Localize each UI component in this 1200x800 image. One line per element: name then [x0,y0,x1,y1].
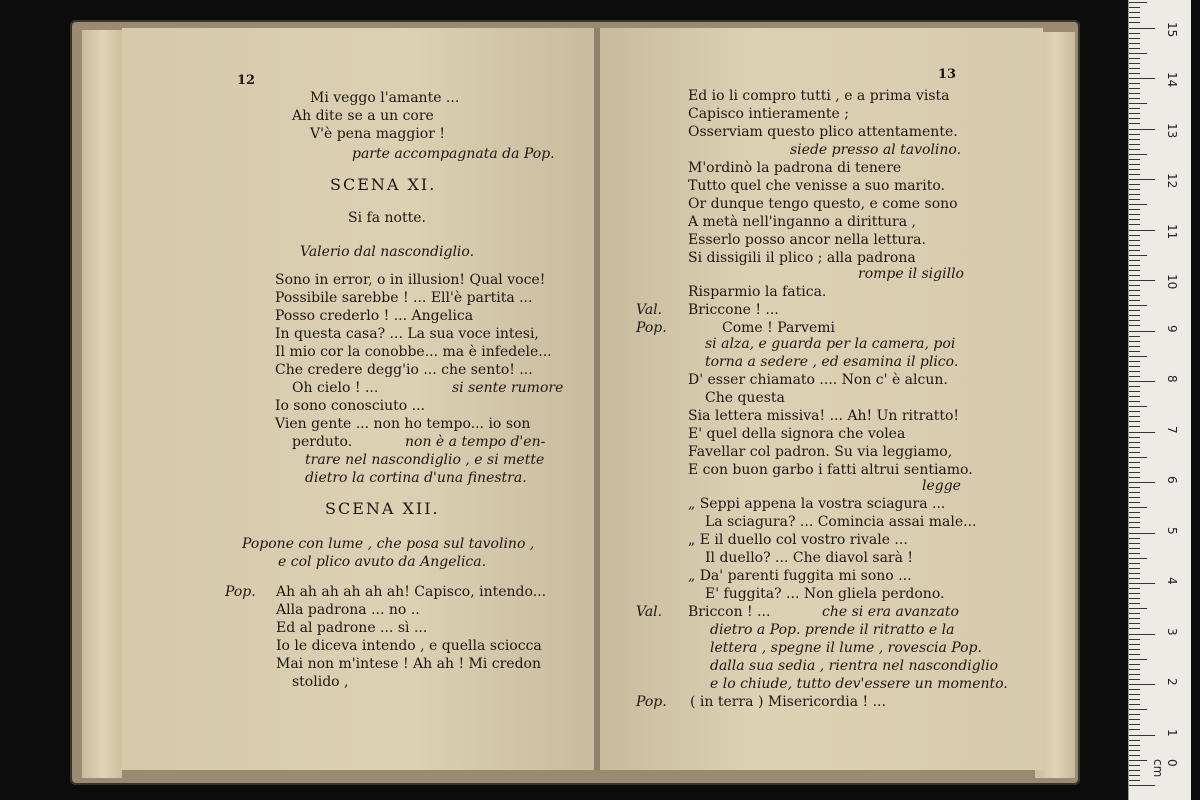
ruler-tick [1129,396,1140,397]
ruler-tick [1129,184,1140,185]
ruler-tick [1129,487,1140,488]
ruler-tick [1129,482,1155,483]
ruler-tick [1129,33,1140,34]
text-line: „ Seppi appena la vostra sciagura ... [688,496,946,512]
ruler-tick [1129,48,1140,49]
ruler-label: 2 [1165,678,1179,686]
ruler-tick [1129,78,1155,79]
ruler-tick [1129,527,1140,528]
text-line: Alla padrona ... no .. [276,602,420,618]
text-line: legge [922,478,961,494]
right-page-number: 13 [938,67,957,82]
ruler-tick [1129,305,1147,306]
text-line: rompe il sigillo [858,266,964,282]
ruler-tick [1129,113,1140,114]
ruler-tick [1129,346,1140,347]
ruler-tick [1129,755,1140,756]
ruler-tick [1129,760,1147,761]
ruler-label: 9 [1165,324,1179,333]
ruler-tick [1129,522,1140,523]
ruler-tick [1129,411,1140,412]
ruler-tick [1129,598,1140,599]
text-line: Sono in error, o in illusion! Qual voce! [275,272,546,288]
text-line: D' esser chiamato .... Non c' è alcun. [688,372,948,388]
ruler-tick [1129,270,1140,271]
text-line: dietro la cortina d'una finestra. [305,470,527,486]
ruler-label: 4 [1165,577,1179,585]
ruler-tick [1129,442,1140,443]
text-line: Favellar col padron. Su via leggiamo, [688,444,953,460]
text-line: Io sono conosciuto ... [275,398,426,414]
ruler-tick [1129,750,1140,751]
text-line: Il duello? ... Che diavol sarà ! [705,550,914,566]
text-line: Osserviam questo plico attentamente. [688,124,958,140]
text-line: La sciagura? ... Comincia assai male... [705,514,977,530]
ruler-tick [1129,477,1140,478]
ruler-tick [1129,386,1140,387]
ruler-tick [1129,507,1147,508]
ruler-tick [1129,729,1140,730]
text-line: torna a sedere , ed esamina il plico. [705,354,959,370]
ruler-tick [1129,219,1140,220]
ruler-tick [1129,699,1140,700]
text-line: A metà nell'inganno a dirittura , [688,214,916,230]
ruler-tick [1129,371,1140,372]
ruler-label: 12 [1165,173,1179,189]
text-line: Si dissigili il plico ; alla padrona [688,250,916,266]
text-line: Si fa notte. [348,210,426,226]
ruler-tick [1129,538,1140,539]
ruler-tick [1129,12,1140,13]
text-line: dietro a Pop. prende il ritratto e la [710,622,955,638]
ruler-tick [1129,22,1140,23]
text-line: Oh cielo ! ... [292,380,379,396]
ruler-tick [1129,235,1140,236]
ruler-tick [1129,492,1140,493]
ruler-tick [1129,255,1147,256]
ruler-tick [1129,83,1140,84]
ruler-tick [1129,58,1140,59]
ruler-tick [1129,437,1140,438]
ruler-tick [1129,684,1155,685]
text-line: Sia lettera missiva! ... Ah! Un ritratto! [688,408,959,424]
ruler-tick [1129,280,1155,281]
text-line: Io le diceva intendo , e quella sciocca [276,638,542,654]
ruler-tick [1129,704,1140,705]
ruler-tick [1129,472,1140,473]
text-line: Or dunque tengo questo, e come sono [688,196,958,212]
text-line: lettera , spegne il lume , rovescia Pop. [710,640,982,656]
ruler-tick [1129,68,1140,69]
ruler-tick [1129,674,1140,675]
ruler-tick [1129,563,1140,564]
ruler-tick [1129,608,1147,609]
speaker-label: Pop. [636,320,667,336]
text-line: Ah dite se a un core [292,108,434,124]
text-line: Popone con lume , che posa sul tavolino , [242,536,535,552]
text-line: Esserlo posso ancor nella lettura. [688,232,926,248]
ruler-tick [1129,310,1140,311]
ruler-tick [1129,623,1140,624]
ruler-tick [1129,325,1140,326]
ruler-tick [1129,265,1140,266]
ruler-tick [1129,103,1147,104]
ruler-tick [1129,356,1147,357]
ruler-tick [1129,780,1140,781]
ruler-tick [1129,416,1140,417]
text-line: Mi veggo l'amante ... [310,90,460,106]
ruler-tick [1129,179,1155,180]
ruler-tick [1129,366,1140,367]
ruler-tick [1129,361,1140,362]
ruler-tick [1129,694,1140,695]
ruler-tick [1129,649,1140,650]
text-line: Briccone ! ... [688,302,779,318]
ruler-tick [1129,224,1140,225]
ruler-tick [1129,351,1140,352]
text-line: stolido , [292,674,349,690]
ruler-tick [1129,583,1155,584]
ruler-tick [1129,603,1140,604]
ruler-tick [1129,735,1155,736]
ruler-tick [1129,714,1140,715]
text-line: perduto. [292,434,353,450]
ruler-tick [1129,174,1140,175]
ruler-tick [1129,230,1155,231]
ruler-tick [1129,639,1140,640]
ruler-tick [1129,169,1140,170]
text-line: Posso crederlo ! ... Angelica [275,308,474,324]
ruler-tick [1129,452,1140,453]
ruler-tick [1129,53,1147,54]
ruler-tick [1129,679,1140,680]
ruler-tick [1129,250,1140,251]
ruler-tick [1129,123,1140,124]
ruler-tick [1129,573,1140,574]
text-line: e lo chiude, tutto dev'essere un momento. [710,676,1008,692]
ruler-tick [1129,381,1155,382]
ruler-tick [1129,159,1140,160]
ruler-tick [1129,43,1140,44]
ruler-tick [1129,421,1140,422]
ruler-tick [1129,588,1140,589]
ruler-tick [1129,275,1140,276]
text-line: Come ! Parvemi [722,320,836,336]
ruler-tick [1129,391,1140,392]
text-line: Capisco intieramente ; [688,106,849,122]
text-line: „ E il duello col vostro rivale ... [688,532,908,548]
text-line: siede presso al tavolino. [790,142,962,158]
ruler-label: 3 [1165,627,1179,636]
ruler-tick [1129,634,1155,635]
text-line: Valerio dal nascondiglio. [300,244,475,260]
ruler-tick [1129,240,1140,241]
ruler-label: 6 [1165,476,1179,484]
ruler-tick [1129,341,1140,342]
text-line: Possibile sarebbe ! ... Ell'è partita ... [275,290,533,306]
ruler-tick [1129,457,1147,458]
ruler-tick [1129,144,1140,145]
measurement-ruler [1128,0,1191,800]
ruler-tick [1129,543,1140,544]
ruler-tick [1129,295,1140,296]
ruler-tick [1129,462,1140,463]
ruler-tick [1129,199,1140,200]
text-line: Ah ah ah ah ah ah! Capisco, intendo... [276,584,547,600]
ruler-tick [1129,285,1140,286]
ruler-tick [1129,659,1147,660]
text-line: V'è pena maggior ! [310,126,445,142]
ruler-tick [1129,432,1155,433]
ruler-label: 5 [1165,526,1179,535]
speaker-label: Pop. [225,584,256,600]
text-line: dalla sua sedia , rientra nel nascondiglio [710,658,999,674]
ruler-tick [1129,568,1140,569]
ruler-tick [1129,593,1140,594]
text-line: SCENA XI. [330,175,437,194]
ruler-tick [1129,644,1140,645]
speaker-label: Pop. [636,694,667,710]
ruler-tick [1129,245,1140,246]
ruler-tick [1129,512,1140,513]
ruler-tick [1129,745,1140,746]
ruler-tick [1129,654,1140,655]
speaker-label: Val. [636,604,663,620]
ruler-tick [1129,93,1140,94]
ruler-label: 7 [1165,425,1179,434]
ruler-tick [1129,320,1140,321]
text-line: si sente rumore [452,380,564,396]
ruler-tick [1129,204,1147,205]
ruler-tick [1129,740,1140,741]
ruler-tick [1129,154,1147,155]
text-line: Ed al padrone ... sì ... [276,620,428,636]
text-line: Risparmio la fatica. [688,284,827,300]
ruler-tick [1129,2,1147,3]
ruler-tick [1129,401,1140,402]
text-line: E con buon garbo i fatti altrui sentiamo. [688,462,973,478]
ruler-tick [1129,553,1140,554]
ruler-tick [1129,406,1147,407]
text-line: Briccon ! ... [688,604,771,620]
ruler-tick [1129,331,1155,332]
ruler-tick [1129,628,1140,629]
ruler-tick [1129,558,1147,559]
ruler-tick [1129,214,1140,215]
ruler-tick [1129,497,1140,498]
text-line: „ Da' parenti fuggita mi sono ... [688,568,912,584]
book-gutter [594,28,600,770]
ruler-tick [1129,108,1140,109]
text-line: Mai non m'intese ! Ah ah ! Mi credon [276,656,542,672]
ruler-tick [1129,689,1140,690]
ruler-label: 0 cm [1151,759,1179,778]
ruler-tick [1129,426,1140,427]
text-line: In questa casa? ... La sua voce intesi, [275,326,539,342]
text-line: trare nel nascondiglio , e si mette [305,452,545,468]
ruler-label: 1 [1165,728,1179,737]
text-line: si alza, e guarda per la camera, poi [705,336,956,352]
ruler-tick [1129,724,1140,725]
ruler-tick [1129,376,1140,377]
ruler-tick [1129,618,1140,619]
ruler-tick [1129,502,1140,503]
ruler-tick [1129,533,1155,534]
text-line: Che credere degg'io ... che sento! ... [275,362,533,378]
text-line: ( in terra ) Misericordia ! ... [690,694,886,710]
ruler-tick [1129,38,1140,39]
ruler-tick [1129,149,1140,150]
text-line: che si era avanzato [822,604,959,620]
ruler-tick [1129,548,1140,549]
ruler-tick [1129,578,1140,579]
speaker-label: Val. [636,302,663,318]
text-line: E' fuggita? ... Non gliela perdono. [705,586,945,602]
ruler-tick [1129,300,1140,301]
text-line: Che questa [705,390,785,406]
ruler-tick [1129,63,1140,64]
ruler-tick [1129,770,1140,771]
ruler-tick [1129,73,1140,74]
text-line: Il mio cor la conobbe... ma è infedele... [275,344,552,360]
ruler-tick [1129,613,1140,614]
text-line: Vien gente ... non ho tempo... io son [275,416,531,432]
text-line: M'ordinò la padrona di tenere [688,160,902,176]
ruler-tick [1129,164,1140,165]
ruler-tick [1129,88,1140,89]
ruler-tick [1129,194,1140,195]
ruler-tick [1129,447,1140,448]
ruler-label: 13 [1165,122,1179,138]
ruler-tick [1129,664,1140,665]
ruler-tick [1129,260,1140,261]
text-line: SCENA XII. [325,499,440,518]
ruler-label: 10 [1165,274,1179,290]
text-line: Ed io li compro tutti , e a prima vista [688,88,950,104]
ruler-tick [1129,709,1147,710]
ruler-tick [1129,118,1140,119]
text-line: E' quel della signora che volea [688,426,906,442]
ruler-tick [1129,290,1140,291]
ruler-tick [1129,467,1140,468]
ruler-tick [1129,785,1155,786]
ruler-tick [1129,315,1140,316]
ruler-tick [1129,189,1140,190]
ruler-tick [1129,209,1140,210]
ruler-tick [1129,765,1140,766]
text-line: Tutto quel che venisse a suo marito. [688,178,945,194]
ruler-tick [1129,134,1140,135]
ruler-tick [1129,17,1140,18]
ruler-tick [1129,129,1155,130]
ruler-tick [1129,336,1140,337]
page-edges-left [82,30,122,778]
ruler-tick [1129,775,1140,776]
ruler-tick [1129,517,1140,518]
ruler-label: 14 [1165,72,1179,88]
ruler-tick [1129,669,1140,670]
ruler-label: 15 [1165,21,1179,37]
ruler-tick [1129,139,1140,140]
text-line: non è a tempo d'en- [405,434,546,450]
ruler-tick [1129,7,1140,8]
ruler-tick [1129,98,1140,99]
text-line: e col plico avuto da Angelica. [278,554,487,570]
ruler-tick [1129,28,1155,29]
ruler-label: 8 [1165,375,1179,383]
text-line: parte accompagnata da Pop. [352,146,555,162]
ruler-label: 11 [1165,223,1179,239]
left-page-number: 12 [237,73,256,88]
ruler-tick [1129,719,1140,720]
